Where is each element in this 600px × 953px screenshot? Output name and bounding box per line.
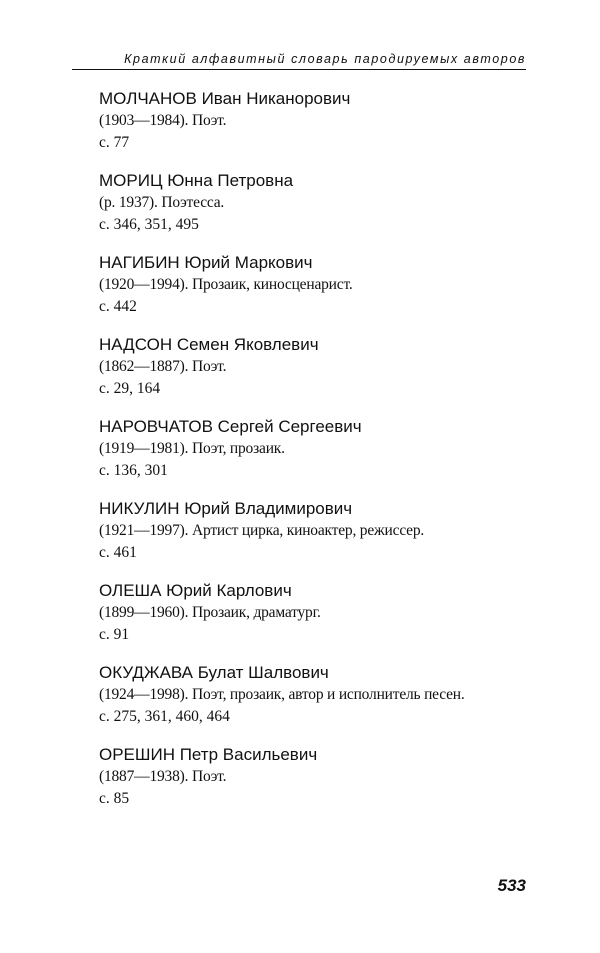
entry-name: МОЛЧАНОВ Иван Никанорович [99, 89, 351, 108]
entry-pages: с. 346, 351, 495 [99, 216, 199, 233]
entry-bio: (1921—1997). Артист цирка, киноактер, режиссер. [99, 522, 425, 539]
entry-pages: с. 442 [99, 298, 137, 315]
entry [99, 170, 539, 236]
entry-name: НАРОВЧАТОВ Сергей Сергеевич [99, 417, 362, 436]
entry-pages: с. 91 [99, 626, 130, 643]
entry [99, 662, 539, 728]
entry-list [99, 88, 539, 826]
entry-name: ОРЕШИН Петр Васильевич [99, 745, 318, 764]
entry-bio: (1862—1887). Поэт. [99, 358, 227, 375]
entry-pages: с. 85 [99, 790, 130, 807]
entry [99, 88, 539, 154]
entry [99, 744, 539, 810]
entry-bio: (1924—1998). Поэт, прозаик, автор и исполнитель песен. [99, 686, 465, 703]
entry-name: МОРИЦ Юнна Петровна [99, 171, 294, 190]
entry [99, 498, 539, 564]
running-head: Краткий алфавитный словарь пародируемых авторов [124, 52, 526, 66]
entry-name: ОКУДЖАВА Булат Шалвович [99, 663, 329, 682]
entry-name: НАДСОН Семен Яковлевич [99, 335, 319, 354]
entry-name: НИКУЛИН Юрий Владимирович [99, 499, 353, 518]
entry-pages: с. 29, 164 [99, 380, 161, 397]
entry [99, 416, 539, 482]
entry-name: ОЛЕША Юрий Карлович [99, 581, 292, 600]
entry-bio: (1920—1994). Прозаик, киносценарист. [99, 276, 353, 293]
entry-bio: (1919—1981). Поэт, прозаик. [99, 440, 285, 457]
header-rule [72, 69, 526, 70]
entry-bio: (1887—1938). Поэт. [99, 768, 227, 785]
entry-pages: с. 461 [99, 544, 137, 561]
entry-pages: с. 275, 361, 460, 464 [99, 708, 230, 725]
entry [99, 580, 539, 646]
entry-name: НАГИБИН Юрий Маркович [99, 253, 313, 272]
entry-bio: (1899—1960). Прозаик, драматург. [99, 604, 321, 621]
entry-pages: с. 136, 301 [99, 462, 168, 479]
page-number: 533 [497, 876, 526, 895]
entry [99, 334, 539, 400]
entry [99, 252, 539, 318]
entry-bio: (1903—1984). Поэт. [99, 112, 227, 129]
entry-pages: с. 77 [99, 134, 130, 151]
entry-bio: (р. 1937). Поэтесса. [99, 194, 225, 211]
